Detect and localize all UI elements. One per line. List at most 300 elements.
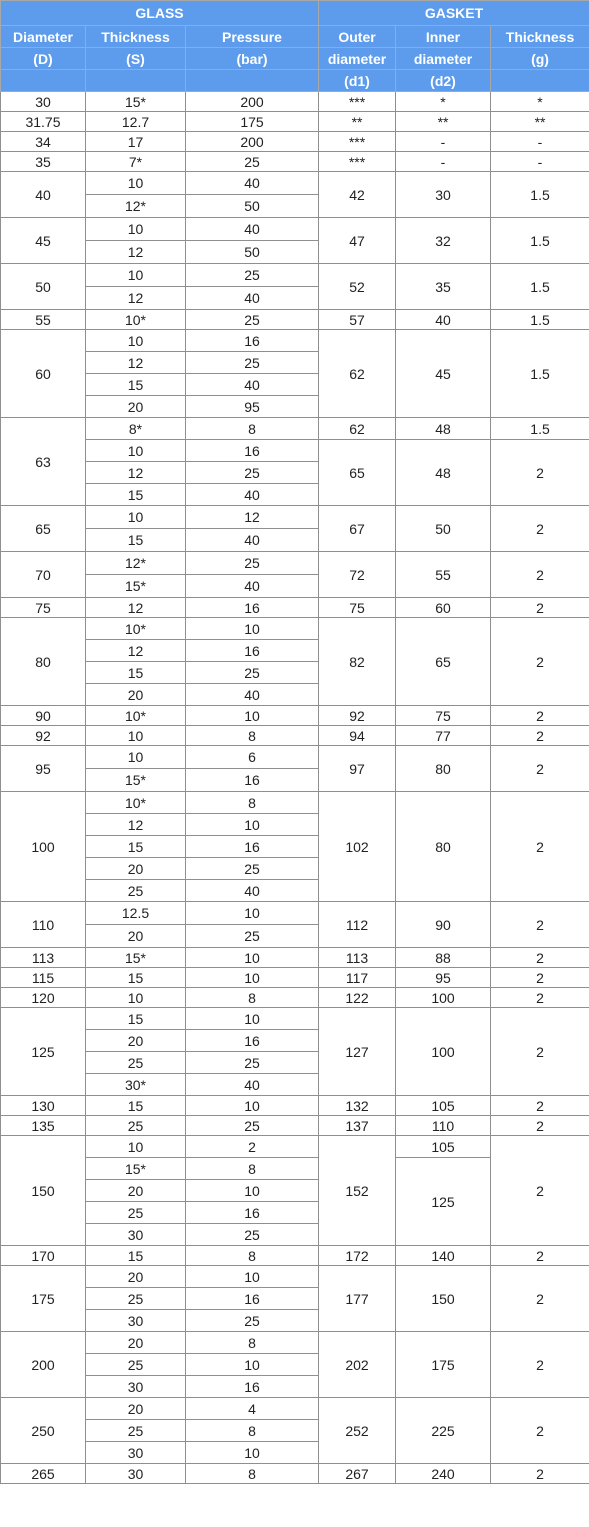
thickness-cell: 30*: [86, 1074, 186, 1096]
thickness-cell: 12: [86, 640, 186, 662]
pressure-cell: 16: [186, 640, 319, 662]
table-row: [1, 598, 589, 618]
thickness-cell: 15*: [86, 1158, 186, 1180]
thickness-cell: 20: [86, 1266, 186, 1288]
thickness-cell: 10*: [86, 792, 186, 814]
pressure-cell: 10: [186, 1180, 319, 1202]
table-row: [1, 152, 589, 172]
pressure-cell: 8: [186, 1246, 319, 1266]
col-inner-diameter-l2: diameter: [396, 48, 491, 70]
col-thickness-l1: Thickness: [86, 26, 186, 48]
pressure-cell: 50: [186, 241, 319, 264]
table-row: [1, 618, 589, 640]
gasket-thickness-cell: 2: [491, 1008, 589, 1096]
gasket-thickness-cell: -: [491, 152, 589, 172]
inner-diameter-cell: 88: [396, 948, 491, 968]
table-row: [1, 1136, 589, 1158]
inner-diameter-cell: 80: [396, 746, 491, 792]
gasket-thickness-cell: 2: [491, 726, 589, 746]
thickness-cell: 20: [86, 1398, 186, 1420]
thickness-cell: 15: [86, 1096, 186, 1116]
pressure-cell: 175: [186, 112, 319, 132]
inner-diameter-cell: 55: [396, 552, 491, 598]
table-row: [1, 132, 589, 152]
pressure-cell: 40: [186, 287, 319, 310]
thickness-cell: 10: [86, 726, 186, 746]
thickness-cell: 20: [86, 925, 186, 948]
pressure-cell: 25: [186, 925, 319, 948]
thickness-cell: 10: [86, 1136, 186, 1158]
thickness-cell: 12: [86, 814, 186, 836]
thickness-cell: 10: [86, 330, 186, 352]
thickness-cell: 15*: [86, 575, 186, 598]
pressure-cell: 16: [186, 836, 319, 858]
outer-diameter-cell: 57: [319, 310, 396, 330]
inner-diameter-cell: **: [396, 112, 491, 132]
pressure-cell: 8: [186, 1158, 319, 1180]
gasket-thickness-cell: 2: [491, 746, 589, 792]
outer-diameter-cell: **: [319, 112, 396, 132]
diameter-cell: 35: [1, 152, 86, 172]
thickness-cell: 25: [86, 1116, 186, 1136]
thickness-cell: 12: [86, 241, 186, 264]
pressure-cell: 16: [186, 769, 319, 792]
col-gasket-thickness-l2: (g): [491, 48, 589, 70]
table-row: [1, 310, 589, 330]
diameter-cell: 92: [1, 726, 86, 746]
pressure-cell: 25: [186, 552, 319, 575]
gasket-thickness-cell: 1.5: [491, 218, 589, 264]
outer-diameter-cell: 267: [319, 1464, 396, 1484]
table-row: [1, 1096, 589, 1116]
pressure-cell: 25: [186, 662, 319, 684]
pressure-cell: 16: [186, 1202, 319, 1224]
pressure-cell: 25: [186, 152, 319, 172]
table-row: [1, 1464, 589, 1484]
table-row: [1, 1116, 589, 1136]
diameter-cell: 63: [1, 418, 86, 506]
pressure-cell: 10: [186, 1442, 319, 1464]
table-row: [1, 726, 589, 746]
pressure-cell: 25: [186, 462, 319, 484]
inner-diameter-cell: 150: [396, 1266, 491, 1332]
table-row: [1, 552, 589, 575]
outer-diameter-cell: 137: [319, 1116, 396, 1136]
pressure-cell: 6: [186, 746, 319, 769]
thickness-cell: 10: [86, 988, 186, 1008]
col-inner-diameter-l3: (d2): [396, 70, 491, 92]
pressure-cell: 40: [186, 484, 319, 506]
outer-diameter-cell: 42: [319, 172, 396, 218]
inner-diameter-cell: 50: [396, 506, 491, 552]
pressure-cell: 12: [186, 506, 319, 529]
inner-diameter-cell: 75: [396, 706, 491, 726]
thickness-cell: 10*: [86, 706, 186, 726]
diameter-cell: 30: [1, 92, 86, 112]
diameter-cell: 175: [1, 1266, 86, 1332]
thickness-cell: 12: [86, 462, 186, 484]
outer-diameter-cell: 177: [319, 1266, 396, 1332]
col-pressure-l2: (bar): [186, 48, 319, 70]
outer-diameter-cell: 65: [319, 440, 396, 506]
gasket-thickness-cell: 2: [491, 1398, 589, 1464]
thickness-cell: 15: [86, 968, 186, 988]
diameter-cell: 60: [1, 330, 86, 418]
pressure-cell: 16: [186, 598, 319, 618]
diameter-cell: 50: [1, 264, 86, 310]
gasket-header: GASKET: [319, 1, 589, 26]
outer-diameter-cell: 82: [319, 618, 396, 706]
thickness-cell: 30: [86, 1442, 186, 1464]
thickness-cell: 12.7: [86, 112, 186, 132]
pressure-cell: 8: [186, 418, 319, 440]
gasket-thickness-cell: 2: [491, 1116, 589, 1136]
gasket-thickness-cell: *: [491, 92, 589, 112]
thickness-cell: 15: [86, 529, 186, 552]
diameter-cell: 150: [1, 1136, 86, 1246]
table-row: [1, 1332, 589, 1354]
pressure-cell: 16: [186, 1288, 319, 1310]
outer-diameter-cell: 112: [319, 902, 396, 948]
diameter-cell: 250: [1, 1398, 86, 1464]
table-row: [1, 172, 589, 195]
gasket-thickness-cell: 1.5: [491, 264, 589, 310]
gasket-thickness-cell: 1.5: [491, 330, 589, 418]
gasket-thickness-cell: 2: [491, 948, 589, 968]
pressure-cell: 95: [186, 396, 319, 418]
inner-diameter-cell: 95: [396, 968, 491, 988]
inner-diameter-cell: 80: [396, 792, 491, 902]
pressure-cell: 25: [186, 1116, 319, 1136]
thickness-cell: 30: [86, 1464, 186, 1484]
gasket-thickness-cell: 2: [491, 1332, 589, 1398]
thickness-cell: 25: [86, 880, 186, 902]
table-row: [1, 440, 589, 462]
diameter-cell: 100: [1, 792, 86, 902]
pressure-cell: 10: [186, 1354, 319, 1376]
outer-diameter-cell: 172: [319, 1246, 396, 1266]
inner-diameter-cell: 225: [396, 1398, 491, 1464]
outer-diameter-cell: ***: [319, 92, 396, 112]
thickness-cell: 15*: [86, 769, 186, 792]
diameter-cell: 135: [1, 1116, 86, 1136]
outer-diameter-cell: 67: [319, 506, 396, 552]
inner-diameter-cell: 175: [396, 1332, 491, 1398]
col-thickness-l2: (S): [86, 48, 186, 70]
table-row: [1, 1246, 589, 1266]
outer-diameter-cell: 117: [319, 968, 396, 988]
pressure-cell: 10: [186, 1096, 319, 1116]
thickness-cell: 30: [86, 1224, 186, 1246]
inner-diameter-cell: 35: [396, 264, 491, 310]
col-thickness-l3: [86, 70, 186, 92]
col-diameter-l3: [1, 70, 86, 92]
diameter-cell: 115: [1, 968, 86, 988]
pressure-cell: 40: [186, 880, 319, 902]
inner-diameter-cell: -: [396, 132, 491, 152]
inner-diameter-cell: 125: [396, 1158, 491, 1246]
inner-diameter-cell: 45: [396, 330, 491, 418]
outer-diameter-cell: 102: [319, 792, 396, 902]
thickness-cell: 12*: [86, 195, 186, 218]
thickness-cell: 12: [86, 598, 186, 618]
thickness-cell: 10: [86, 172, 186, 195]
thickness-cell: 20: [86, 1030, 186, 1052]
inner-diameter-cell: 60: [396, 598, 491, 618]
outer-diameter-cell: 202: [319, 1332, 396, 1398]
diameter-cell: 265: [1, 1464, 86, 1484]
inner-diameter-cell: 100: [396, 1008, 491, 1096]
diameter-cell: 120: [1, 988, 86, 1008]
thickness-cell: 15: [86, 662, 186, 684]
thickness-cell: 20: [86, 1332, 186, 1354]
pressure-cell: 25: [186, 310, 319, 330]
gasket-thickness-cell: 2: [491, 902, 589, 948]
table-row: [1, 792, 589, 814]
inner-diameter-cell: 240: [396, 1464, 491, 1484]
gasket-thickness-cell: 2: [491, 1246, 589, 1266]
pressure-cell: 16: [186, 440, 319, 462]
col-pressure-l1: Pressure: [186, 26, 319, 48]
thickness-cell: 30: [86, 1310, 186, 1332]
outer-diameter-cell: 97: [319, 746, 396, 792]
gasket-thickness-cell: 2: [491, 440, 589, 506]
outer-diameter-cell: 72: [319, 552, 396, 598]
thickness-cell: 25: [86, 1202, 186, 1224]
pressure-cell: 8: [186, 726, 319, 746]
pressure-cell: 25: [186, 858, 319, 880]
inner-diameter-cell: 32: [396, 218, 491, 264]
thickness-cell: 15*: [86, 92, 186, 112]
inner-diameter-cell: 30: [396, 172, 491, 218]
pressure-cell: 8: [186, 1332, 319, 1354]
gasket-thickness-cell: 2: [491, 1096, 589, 1116]
table-row: [1, 506, 589, 529]
col-gasket-thickness-l1: Thickness: [491, 26, 589, 48]
pressure-cell: 10: [186, 902, 319, 925]
col-diameter-l1: Diameter: [1, 26, 86, 48]
pressure-cell: 8: [186, 1420, 319, 1442]
table-row: [1, 92, 589, 112]
pressure-cell: 10: [186, 1008, 319, 1030]
col-pressure-l3: [186, 70, 319, 92]
thickness-cell: 10: [86, 746, 186, 769]
thickness-cell: 25: [86, 1420, 186, 1442]
inner-diameter-cell: 65: [396, 618, 491, 706]
pressure-cell: 2: [186, 1136, 319, 1158]
pressure-cell: 40: [186, 575, 319, 598]
thickness-cell: 15: [86, 836, 186, 858]
gasket-thickness-cell: 2: [491, 552, 589, 598]
outer-diameter-cell: 75: [319, 598, 396, 618]
gasket-thickness-cell: -: [491, 132, 589, 152]
thickness-cell: 15: [86, 1008, 186, 1030]
table-row: [1, 418, 589, 440]
inner-diameter-cell: 105: [396, 1136, 491, 1158]
pressure-cell: 16: [186, 1030, 319, 1052]
diameter-cell: 125: [1, 1008, 86, 1096]
diameter-cell: 110: [1, 902, 86, 948]
diameter-cell: 90: [1, 706, 86, 726]
gasket-thickness-cell: 2: [491, 618, 589, 706]
inner-diameter-cell: 110: [396, 1116, 491, 1136]
diameter-cell: 65: [1, 506, 86, 552]
gasket-thickness-cell: 1.5: [491, 172, 589, 218]
thickness-cell: 12.5: [86, 902, 186, 925]
outer-diameter-cell: 62: [319, 330, 396, 418]
pressure-cell: 50: [186, 195, 319, 218]
pressure-cell: 200: [186, 132, 319, 152]
gasket-thickness-cell: 2: [491, 598, 589, 618]
outer-diameter-cell: ***: [319, 152, 396, 172]
gasket-thickness-cell: 1.5: [491, 418, 589, 440]
outer-diameter-cell: 132: [319, 1096, 396, 1116]
thickness-cell: 10: [86, 506, 186, 529]
diameter-cell: 70: [1, 552, 86, 598]
outer-diameter-cell: 252: [319, 1398, 396, 1464]
table-row: [1, 264, 589, 287]
pressure-cell: 25: [186, 1310, 319, 1332]
gasket-thickness-cell: 2: [491, 988, 589, 1008]
diameter-cell: 40: [1, 172, 86, 218]
pressure-cell: 10: [186, 618, 319, 640]
table-row: [1, 746, 589, 769]
diameter-cell: 113: [1, 948, 86, 968]
table-row: [1, 988, 589, 1008]
pressure-cell: 40: [186, 374, 319, 396]
outer-diameter-cell: 47: [319, 218, 396, 264]
outer-diameter-cell: 62: [319, 418, 396, 440]
pressure-cell: 10: [186, 706, 319, 726]
table-body: [1, 92, 589, 1484]
col-outer-diameter-l2: diameter: [319, 48, 396, 70]
table-row: [1, 948, 589, 968]
inner-diameter-cell: 100: [396, 988, 491, 1008]
pressure-cell: 8: [186, 792, 319, 814]
pressure-cell: 200: [186, 92, 319, 112]
pressure-cell: 16: [186, 330, 319, 352]
diameter-cell: 75: [1, 598, 86, 618]
gasket-thickness-cell: 2: [491, 506, 589, 552]
table-row: [1, 706, 589, 726]
pressure-cell: 25: [186, 264, 319, 287]
pressure-cell: 4: [186, 1398, 319, 1420]
diameter-cell: 95: [1, 746, 86, 792]
table-row: [1, 330, 589, 352]
outer-diameter-cell: 127: [319, 1008, 396, 1096]
table-row: [1, 1398, 589, 1420]
gasket-thickness-cell: 2: [491, 1136, 589, 1246]
table-row: [1, 968, 589, 988]
inner-diameter-cell: 140: [396, 1246, 491, 1266]
thickness-cell: 10*: [86, 310, 186, 330]
gasket-thickness-cell: 2: [491, 792, 589, 902]
inner-diameter-cell: 40: [396, 310, 491, 330]
thickness-cell: 30: [86, 1376, 186, 1398]
pressure-cell: 8: [186, 988, 319, 1008]
gasket-thickness-cell: 2: [491, 1266, 589, 1332]
thickness-cell: 20: [86, 684, 186, 706]
col-outer-diameter-l1: Outer: [319, 26, 396, 48]
diameter-cell: 170: [1, 1246, 86, 1266]
pressure-cell: 8: [186, 1464, 319, 1484]
thickness-cell: 15: [86, 1246, 186, 1266]
diameter-cell: 80: [1, 618, 86, 706]
gasket-thickness-cell: 2: [491, 706, 589, 726]
outer-diameter-cell: 113: [319, 948, 396, 968]
pressure-cell: 10: [186, 968, 319, 988]
thickness-cell: 15: [86, 374, 186, 396]
thickness-cell: 12*: [86, 552, 186, 575]
table-row: [1, 902, 589, 925]
thickness-cell: 20: [86, 858, 186, 880]
thickness-cell: 20: [86, 1180, 186, 1202]
diameter-cell: 200: [1, 1332, 86, 1398]
thickness-cell: 10: [86, 218, 186, 241]
diameter-cell: 31.75: [1, 112, 86, 132]
pressure-cell: 40: [186, 1074, 319, 1096]
gasket-thickness-cell: **: [491, 112, 589, 132]
table-row: [1, 1008, 589, 1030]
pressure-cell: 40: [186, 172, 319, 195]
glass-header: GLASS: [1, 1, 319, 26]
thickness-cell: 8*: [86, 418, 186, 440]
thickness-cell: 20: [86, 396, 186, 418]
thickness-cell: 10: [86, 264, 186, 287]
table-row: [1, 112, 589, 132]
thickness-cell: 25: [86, 1288, 186, 1310]
thickness-cell: 7*: [86, 152, 186, 172]
outer-diameter-cell: 52: [319, 264, 396, 310]
pressure-cell: 10: [186, 814, 319, 836]
thickness-cell: 15*: [86, 948, 186, 968]
gasket-thickness-cell: 2: [491, 1464, 589, 1484]
diameter-cell: 55: [1, 310, 86, 330]
pressure-cell: 25: [186, 1224, 319, 1246]
col-outer-diameter-l3: (d1): [319, 70, 396, 92]
outer-diameter-cell: 122: [319, 988, 396, 1008]
gasket-thickness-cell: 1.5: [491, 310, 589, 330]
thickness-cell: 17: [86, 132, 186, 152]
table-row: [1, 1266, 589, 1288]
gasket-thickness-cell: 2: [491, 968, 589, 988]
outer-diameter-cell: ***: [319, 132, 396, 152]
diameter-cell: 45: [1, 218, 86, 264]
inner-diameter-cell: 105: [396, 1096, 491, 1116]
thickness-cell: 10: [86, 440, 186, 462]
outer-diameter-cell: 92: [319, 706, 396, 726]
thickness-cell: 15: [86, 484, 186, 506]
thickness-cell: 12: [86, 352, 186, 374]
col-gasket-thickness-l3: [491, 70, 589, 92]
col-inner-diameter-l1: Inner: [396, 26, 491, 48]
pressure-cell: 40: [186, 218, 319, 241]
diameter-cell: 130: [1, 1096, 86, 1116]
inner-diameter-cell: 90: [396, 902, 491, 948]
outer-diameter-cell: 152: [319, 1136, 396, 1246]
pressure-cell: 10: [186, 1266, 319, 1288]
inner-diameter-cell: -: [396, 152, 491, 172]
inner-diameter-cell: *: [396, 92, 491, 112]
thickness-cell: 25: [86, 1354, 186, 1376]
inner-diameter-cell: 77: [396, 726, 491, 746]
pressure-cell: 40: [186, 529, 319, 552]
pressure-cell: 25: [186, 1052, 319, 1074]
thickness-cell: 25: [86, 1052, 186, 1074]
diameter-cell: 34: [1, 132, 86, 152]
thickness-cell: 10*: [86, 618, 186, 640]
pressure-cell: 25: [186, 352, 319, 374]
